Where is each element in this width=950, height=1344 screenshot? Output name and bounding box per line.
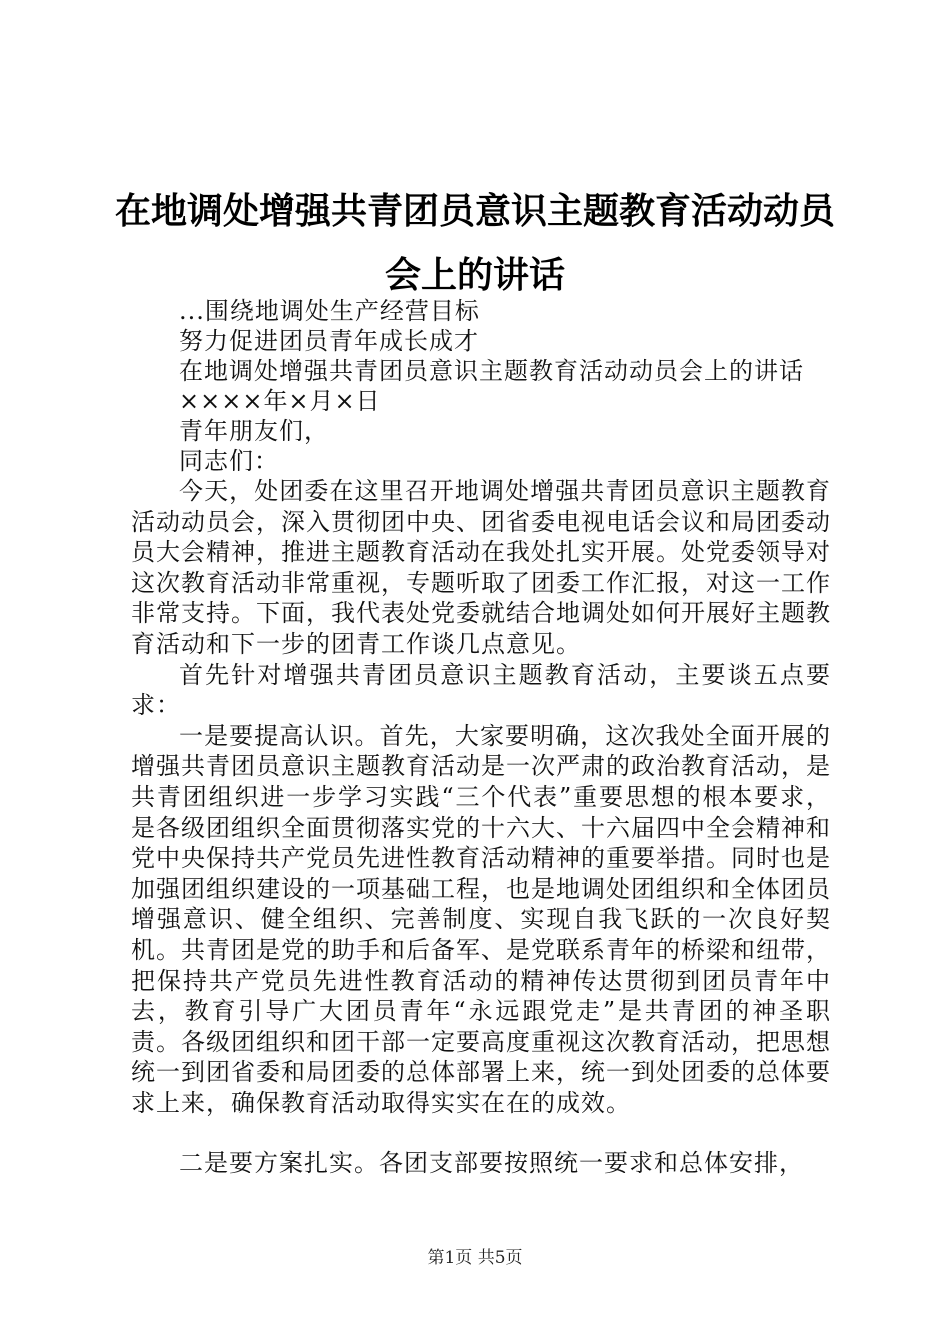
paragraph-opening: 今天，处团委在这里召开地调处增强共青团员意识主题教育活动动员会，深入贯彻团中央、团省委电视电话会议和局团委动员大会精神，推进主题教育活动在我处扎实开展。处党委领导对这次教育活动非常重视，专题听取了团委工作汇报，对这一工作非常支持。下面，我代表处党委就结合地调处如何开展好主题教育活动和下一步的团青工作谈几点意见。	[131, 477, 831, 658]
paragraph-spacer	[131, 1118, 831, 1148]
page-number-footer: 第1页 共5页	[427, 1248, 523, 1268]
paragraph-point-one: 一是要提高认识。首先，大家要明确，这次我处全面开展的增强共青团员意识主题教育活动是一次严肃的政治教育活动，是共青团组织进一步学习实践“三个代表”重要思想的根本要求，是各级团组织全面贯彻落实党的十六大、十六届四中全会精神和党中央保持共产党员先进性教育活动精神的重要举措。同时也是加强团组织建设的一项基础工程，也是地调处团组织和全体团员增强意识、健全组织、完善制度、实现自我飞跃的一次良好契机。共青团是党的助手和后备军、是党联系青年的桥梁和纽带，把保持共产党员先进性教育活动的精神传达贯彻到团员青年中去，教育引导广大团员青年“永远跟党走”是共青团的神圣职责。各级团组织和团干部一定要高度重视这次教育活动，把思想统一到团省委和局团委的总体部署上来，统一到处团委的总体要求上来，确保教育活动取得实实在在的成效。	[131, 721, 831, 1117]
paragraph-requirements-intro: 首先针对增强共青团员意识主题教育活动，主要谈五点要求：	[131, 660, 831, 720]
title-line-2: 会上的讲话	[384, 255, 565, 296]
document-body	[131, 296, 831, 1179]
speech-date: ××××年×月×日	[179, 387, 381, 415]
paragraph-point-two: 二是要方案扎实。各团支部要按照统一要求和总体安排，	[179, 1149, 804, 1178]
speech-heading: 在地调处增强共青团员意识主题教育活动动员会上的讲话	[179, 357, 804, 385]
title-line-1: 在地调处增强共青团员意识主题教育活动动员	[114, 191, 835, 232]
salutation-1: 青年朋友们，	[179, 417, 329, 445]
subtitle-line-2: 努力促进团员青年成长成才	[179, 327, 479, 355]
document-title	[110, 180, 840, 308]
salutation-2: 同志们：	[179, 447, 279, 475]
subtitle-line-1: ...围绕地调处生产经营目标	[179, 297, 480, 325]
